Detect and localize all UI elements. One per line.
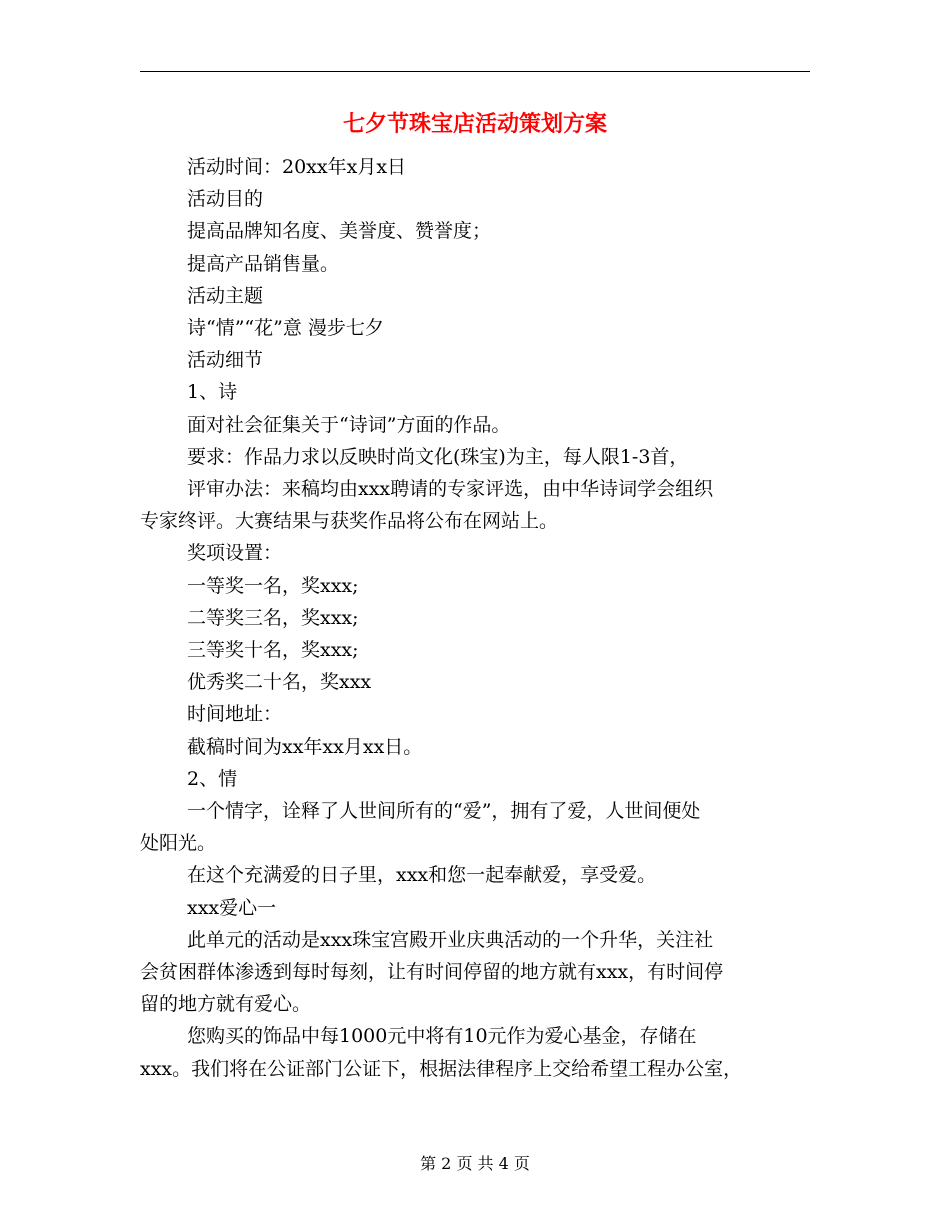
paragraph-line: 截稿时间为xx年xx月xx日。	[187, 735, 423, 758]
page-number-footer: 第 2 页 共 4 页	[420, 1154, 530, 1173]
paragraph-line: 要求：作品力求以反映时尚文化(珠宝)为主，每人限1-3首，	[187, 445, 689, 468]
paragraph-line: 优秀奖二十名，奖xxx	[187, 671, 372, 694]
paragraph-line: 此单元的活动是xxx珠宝宫殿开业庆典活动的一个升华，关注社	[187, 928, 714, 951]
paragraph-line: 奖项设置：	[187, 542, 283, 565]
paragraph-line: 会贫困群体渗透到每时每刻，让有时间停留的地方就有xxx，有时间停	[140, 961, 724, 984]
paragraph-line: 2、情	[187, 767, 238, 790]
paragraph-line: xxx爱心一	[187, 896, 277, 919]
paragraph-line: xxx。我们将在公证部门公证下，根据法律程序上交给希望工程办公室，	[140, 1057, 743, 1080]
document-body	[140, 151, 810, 1085]
paragraph-line: 您购买的饰品中每1000元中将有10元作为爱心基金，存储在	[187, 1025, 697, 1048]
paragraph-line: 三等奖十名，奖xxx;	[187, 639, 359, 662]
paragraph-line: 活动主题	[187, 284, 264, 307]
paragraph-line: 留的地方就有爱心。	[140, 993, 312, 1016]
paragraph-line: 二等奖三名，奖xxx;	[187, 606, 359, 629]
paragraph-line: 评审办法：来稿均由xxx聘请的专家评选，由中华诗词学会组织	[187, 478, 714, 501]
paragraph-line: 提高品牌知名度、美誉度、赞誉度；	[187, 220, 492, 243]
header-rule	[140, 71, 810, 72]
paragraph-line: 一个情字，诠释了人世间所有的“爱”，拥有了爱，人世间便处	[187, 800, 701, 823]
paragraph-line: 活动目的	[187, 188, 264, 211]
paragraph-line: 处阳光。	[140, 832, 217, 855]
paragraph-line: 1、诗	[187, 381, 238, 404]
document-title: 七夕节珠宝店活动策划方案	[342, 112, 607, 137]
paragraph-line: 提高产品销售量。	[187, 252, 340, 275]
paragraph-line: 活动时间：20xx年x月x日	[187, 156, 407, 178]
paragraph-line: 时间地址：	[187, 703, 283, 726]
paragraph-line: 专家终评。大赛结果与获奖作品将公布在网站上。	[140, 510, 559, 533]
paragraph-line: 在这个充满爱的日子里，xxx和您一起奉献爱，享受爱。	[187, 864, 657, 887]
paragraph-line: 一等奖一名，奖xxx;	[187, 574, 359, 597]
paragraph-line: 活动细节	[187, 349, 264, 372]
paragraph-line: 诗“情”“花”意 漫步七夕	[187, 317, 384, 340]
paragraph-line: 面对社会征集关于“诗词”方面的作品。	[187, 413, 511, 436]
